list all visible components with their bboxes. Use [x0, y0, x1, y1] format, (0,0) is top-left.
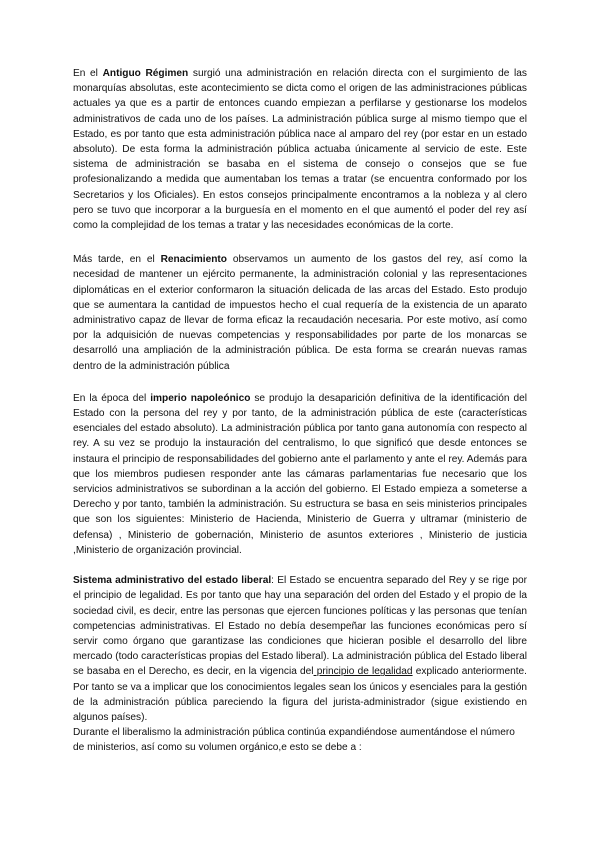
paragraph-body: se produjo la desaparición definitiva de la identificación del Estado con la persona del rey y por tanto, de la administración pública de este (características esenciales del estado absoluto). La administración pública por tanto gana autonomía con respecto al rey. A su vez se produjo la instauración del centralismo, lo que significó que desde entonces se instaura el principio de responsabilidades del gobierno ante el parlamento y ante el rey. Además para que los miembros pudiesen responder ante las cámaras parlamentarias fue necesario que los servicios administrativos se subordinan a la acción del gobierno. El Estado empieza a someterse a Derecho y por tanto, también la administración. Su estructura se basa en seis ministerios principales que son los siguientes: Ministerio de Hacienda, Ministerio de Guerra y ultramar (ministerio de defensa) , Ministerio de gobernación, Ministerio de asuntos exteriores , Ministerio de justicia ,Ministerio de organización provincial. — [73, 392, 528, 556]
paragraph-body: : El Estado se encuentra separado del Rey y se rige por el principio de legalidad. Es por tanto que hay una separación del orden del Estado y el propio de la sociedad civil, es decir, entre las personas que ejercen funciones políticas y las personas que tenían competencias administrativas. El Estado no debía desempeñar las funciones económicas pero sí servir como órgano que garantizase las condiciones que hicieran posible el desarrollo del libre mercado (todo características propias del Estado liberal). La administración pública del Estado liberal se basaba en el Derecho, es decir, en la vigencia del — [73, 575, 527, 678]
bold-term: Antiguo Régimen — [102, 68, 189, 79]
bold-term: imperio napoleónico — [150, 392, 251, 404]
paragraph-renacimiento — [73, 252, 527, 374]
paragraph-body: Durante el liberalismo la administración pública continúa expandiéndose aumentándose el número de ministerios, así como su volumen orgánico,e esto se debe a : — [73, 727, 515, 754]
bold-term: Renacimiento — [160, 254, 227, 266]
paragraph-estado-liberal — [73, 573, 527, 725]
document-page — [73, 66, 527, 756]
underlined-term: principio de legalidad — [313, 666, 413, 678]
paragraph-lead: Más tarde, en el — [73, 254, 161, 266]
paragraph-body: observamos un aumento de los gastos del rey, así como la necesidad de mantener un ejército permanente, la administración colonial y las representaciones diplomáticas en el exterior conformaron la situación delicada de las arcas del Estado. Esto produjo que se aumentara la cantidad de impuestos hecho el cual requería de la existencia de un aparato administrativo capaz de llevar de forma eficaz la recaudación necesaria. Por este motivo, así como por la adquisición de nuevas competencias y responsabilidades por parte de los monarcas se desarrolló una ampliación de la administración pública. De esta forma se crearán nuevas ramas dentro de la administración pública — [73, 254, 527, 372]
bold-term: Sistema administrativo del estado liberal — [73, 575, 272, 587]
paragraph-body: surgió una administración en relación directa con el surgimiento de las monarquías absolutas, este acontecimiento se dicta como el origen de las administraciones públicas actuales ya que es a partir de entonces cuando empiezan a perfilarse y gestionarse los modelos administrativos de cada uno de los países. La administración pública surge al mismo tiempo que el Estado, es por tanto que esta administración pública nace al amparo del rey (por estar en un estado absoluto). De esta forma la administración pública actuaba únicamente al servicio de este. Este sistema de administración se basaba en el sistema de consejo o consejos que se fue profesionalizando a medida que aumentaban los temas a tratar (se encuentra conformado por los Secretarios y los Oficiales). En estos consejos principalmente encontramos a la nobleza y al clero pero se tuvo que incorporar a la burguesía en el momento en el que aumentó el poder del rey así como la complejidad de los temas a tratar y las necesidades económicas de la corte. — [73, 68, 527, 232]
paragraph-lead: En el — [73, 68, 103, 79]
paragraph-liberalismo — [73, 725, 527, 755]
paragraph-body-continued: explicado anteriormente. Por tanto se va a implicar que los conocimientos legales sean los únicos y esenciales para la gestión de la administración pública pareciendo la figura del jurista-administrador (sigue existiendo en algunos países). — [73, 666, 527, 723]
paragraph-antiguo-regimen — [73, 66, 527, 233]
paragraph-lead: En la época del — [73, 392, 151, 404]
paragraph-imperio-napoleonico — [73, 391, 527, 558]
